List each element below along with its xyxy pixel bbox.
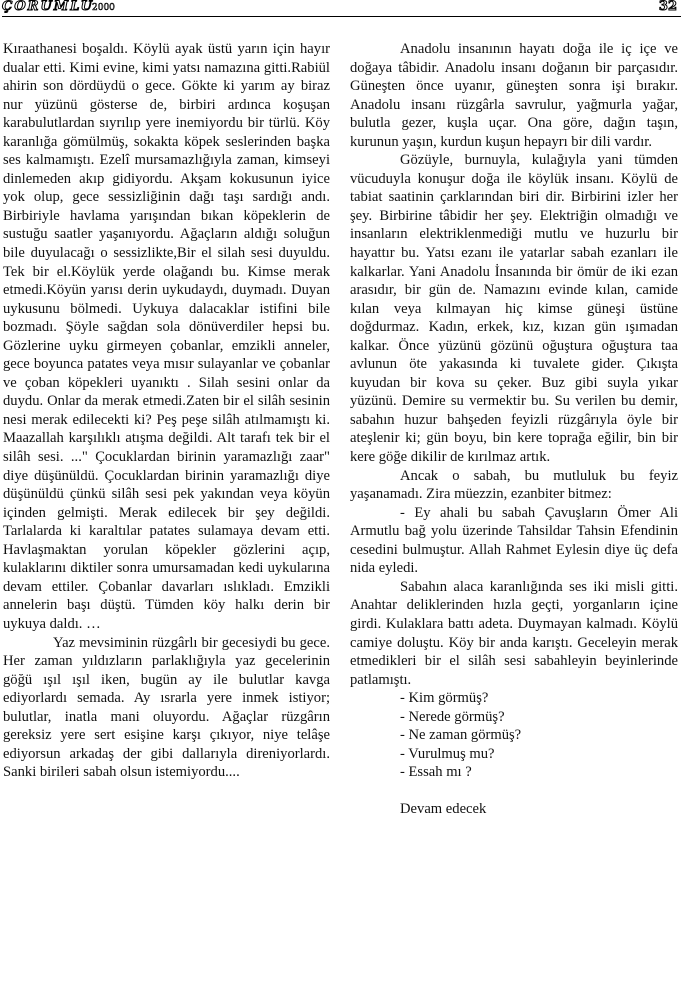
to-be-continued: Devam edecek (400, 801, 487, 818)
question-line: - Ne zaman görmüş? (400, 727, 522, 744)
question-line: - Essah mı ? (400, 764, 472, 781)
paragraph: Gözüyle, burnuyla, kulağıyla yani tümden vücuduyla konuşur doğa ile köylük insanı. Köylü de tabiat saatinin çarklarından biri dir. Birbirini izler her şey. Birbirine tâbidir her şey. Elektriğin olmadığı ve insanların elektriklenmediği mutlu ve huzurlu bir hayattır bu. Yatsı ezanı ile yatarlar sabah ezanları ile kalkarlar. Yani Anadolu İnsanında bir ömür de iki ezan arasıdır, bir gün de. Namazını evinde kılan, camide kılan veya kılmayan hiç kimse güneşi üstüne doğdurmaz. Kadın, erkek, kız, kızan gün ışımadan kalkar. Önce yüzünü gözünü oğuştura oğuştura taa avlunun öte yakasında ki tuvalete gider. Çıkışta kuyudan bir kova su çeker. Buz gibi suyla yıkar yüzünü. Demire su vermektir bu. Su verilen bu demir, sabahın huzur bahşeden feyizli rüzgârıyla öyle bir ateşlenir ki; gün boyu, bin kere toprağa eğilir, bin bir kere göğe dikilir de kırılmaz artık. (350, 152, 678, 466)
magazine-title: ÇORUMLU (2, 0, 94, 14)
question-line: - Nerede görmüş? (400, 708, 505, 725)
question-line: - Vurulmuş mu? (400, 745, 495, 762)
paragraph: Ancak o sabah, bu mutluluk bu feyiz yaşanamadı. Zira müezzin, ezanbiter bitmez: (350, 467, 678, 503)
left-column (3, 40, 330, 782)
paragraph: - Ey ahali bu sabah Çavuşların Ömer Ali Armutlu bağ yolu üzerinde Tahsildar Tahsin Efendinin cesedini bulmuştur. Allah Rahmet Eylesin diye üç defa nida eyledi. (350, 504, 678, 577)
paragraph: Kıraathanesi boşaldı. Köylü ayak üstü yarın için hayır dualar etti. Kimi evine, kimi yatsı namazına gitti.Rabiül ahirin son dördüydü o gece. Gökte ki yarım ay biraz nur yüzünü gösterse de, birbiri ardınca koşuşan karabulutlardan sıyrılıp yere inemiyordu bir türlü. Köy karanlığa gömülmüş, sokakta köpek seslerinden başka ses kalmamıştı. Ezelî mursamazlığıyla zaman, kimseyi dinlemeden akıp gidiyordu. Akşam kokusunun iyice yok olup, gece sessizliğinin dağı taşı sardığı andı. Birbiriyle havlama yarışından bıkan köpeklerin de sustuğu saatler yaşanıyordu. Ağaçların aldığı soluğun bile duyulacağı o sessizlikte,Bir el silah sesi duyuldu. Tek bir el.Köylük yerde olağandı bu. Kimse merak etmedi.Köyün yarısı derin uykudaydı, duymadı. Duyan uykusunu bölmedi. Uykuya dalacaklar istifini bile bozmadı. Şöyle sağdan sola dönüverdiler hepsi bu. Gözlerine uyku girmeyen çobanlar, emzikli anneler, gece boyunca patates veya mısır sulayanlar ve çobanlar ve çoban köpekleri uyanıktı . Silah sesini onlar da duydu. Onlar da merak etmedi.Zaten bir el silâh sesinin nesi merak edilecekti ki? Peş peşe silâh atılmamıştı ki. Maazallah karşılıklı atışma değildi. Alt tarafı tek bir el silâh sesi. ..." Çocuklardan birinin yaramazlığı zaar" diye düşünüldü. Çocuklardan birinin yaramazlığı diye düşünüldü çünkü silâh sesi pek yakından veya köyün içinden gelmişti. Merak edilecek bir şey değildi. Tarlalarda ki karaltılar patates sulamaya devam etti. Havlaşmaktan yorulan köpekler gözlerini açıp, kulaklarını diktiler sonra umursamadan kedi uykularına devam ettiler. Çobanlar davarları ıslıkladı. Emzikli annelerin başı düştü. Tümden köy halkı derin bir uykuya daldı. … (3, 41, 330, 632)
paragraph: Sabahın alaca karanlığında ses iki misli gitti. Anahtar deliklerinden hızla geçti, yorganların içine girdi. Kulaklara battı adeta. Duymayan kalmadı. Köylü camiye doluştu. Köy bir anda karıştı. Geceleyin merak etmedikleri bir el silâh sesi sabahleyin beyinlerinde patlamıştı. (350, 578, 678, 688)
header-divider (2, 16, 681, 17)
spacer (350, 782, 678, 801)
paragraph: Yaz mevsiminin rüzgârlı bir gecesiydi bu gece. Her zaman yıldızların parlaklığıyla yaz gecelerinin göğü ışıl ışıl iken, bugün ay ile bulutlar kavga ediyorlardı semada. Ay ısrarla yere inmek istiyor; bulutlar, inatla mani oluyordu. Ağaçlar rüzgârın gereksiz yere sert esişine karşı çıkıyor, niye telâşe ediyorsun arkadaş der gibi dallarıyla direniyorlardı. Sanki birileri sabah olsun istemiyordu.... (3, 634, 330, 781)
issue-year: 2000 (92, 3, 115, 13)
question-line: - Kim görmüş? (400, 690, 489, 707)
paragraph: Anadolu insanının hayatı doğa ile iç içe ve doğaya tâbidir. Anadolu insanı doğanın bir parçasıdır. Güneşten önce uyanır, güneşten sonra işi bırakır. Anadolu insanı rüzgârla savrulur, yağmurla yağar, bulutla gezer, kuşla uçar. Ona göre, dağın taşın, kurunun yaşın, kurdun kuşun hepayrı bir dili vardır. (350, 41, 678, 150)
page-number: 32 (658, 0, 677, 14)
right-column (350, 40, 678, 819)
page-header (2, 0, 681, 18)
